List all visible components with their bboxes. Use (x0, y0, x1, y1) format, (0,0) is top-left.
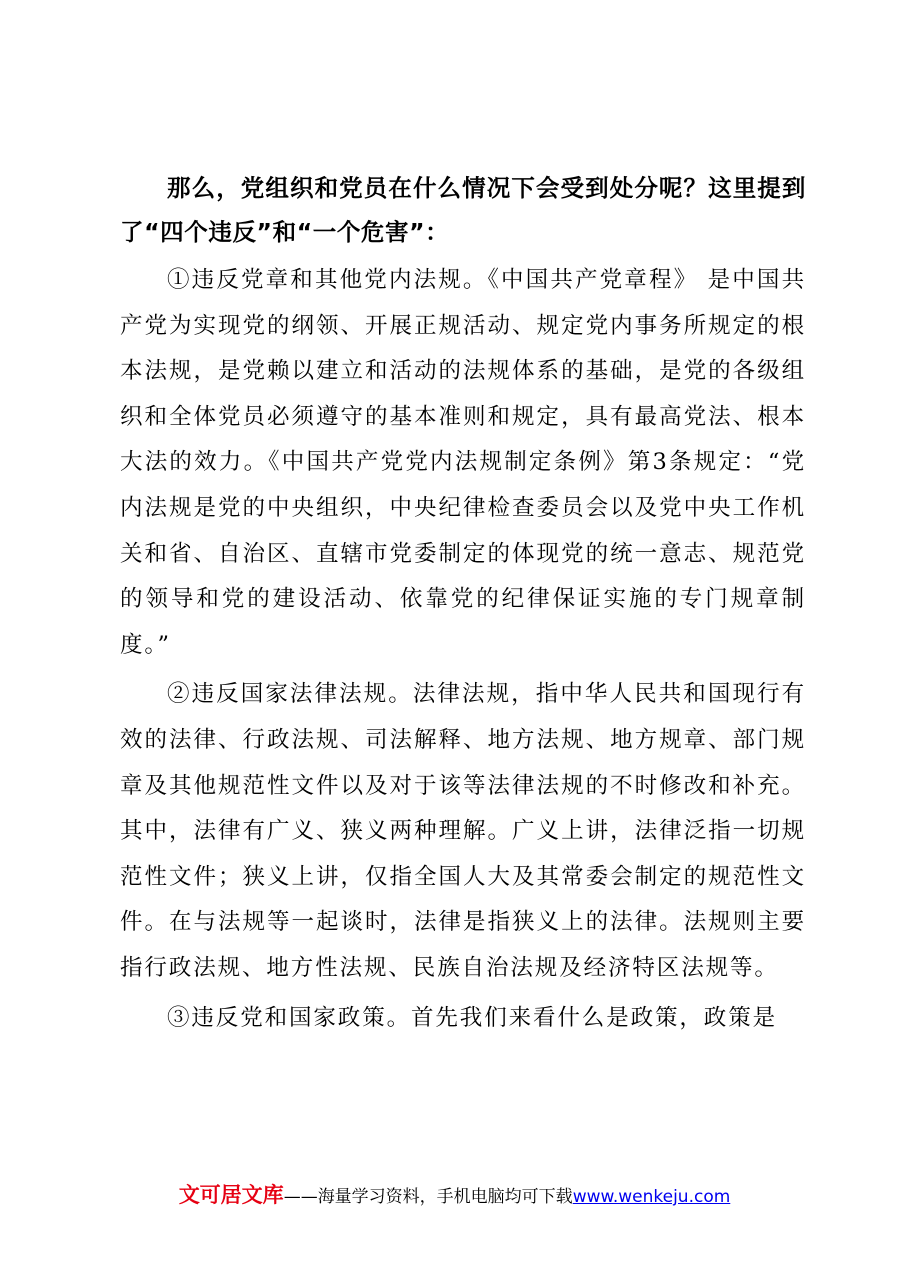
footer-banner (0, 1180, 909, 1212)
paragraph-violation-national-laws: ②违反国家法律法规。法律法规，指中华人民共和国现行有效的法律、行政法规、司法解释、地方法规、地方规章、部门规章及其他规范性文件以及对于该等法律法规的不时修改和补充。其中，法律有广义、狭义两种理解。广义上讲，法律泛指一切规范性文件；狭义上讲，仅指全国人大及其常委会制定的规范性文件。在与法规等一起谈时，法律是指狭义上的法律。法规则主要指行政法规、地方性法规、民族自治法规及经济特区法规等。 (120, 681, 806, 981)
document-body (120, 166, 806, 1045)
paragraph-violation-policies: ③违反党和国家政策。首先我们来看什么是政策，政策是 (167, 1004, 778, 1031)
footer-tagline: ——海量学习资料，手机电脑均可下载 (283, 1187, 573, 1207)
intro-paragraph: 那么，党组织和党员在什么情况下会受到处分呢？这里提到了“四个违反”和“一个危害”： (120, 174, 806, 246)
footer-website-link[interactable]: www.wenkeju.com (572, 1187, 731, 1207)
paragraph-violation-party-rules: ①违反党章和其他党内法规。《中国共产党章程》 是中国共产党为实现党的纲领、开展正规活动、规定党内事务所规定的根本法规，是党赖以建立和活动的法规体系的基础，是党的各级组织和全体党员必须遵守的基本准则和规定，具有最高党法、根本大法的效力。《中国共产党党内法规制定条例》第3条规定：“党内法规是党的中央组织，中央纪律检查委员会以及党中央工作机关和省、自治区、直辖市党委制定的体现党的统一意志、规范党的领导和党的建设活动、依靠党的纪律保证实施的专门规章制度。” (120, 267, 806, 658)
footer-brand: 文可居文库 (178, 1183, 284, 1207)
